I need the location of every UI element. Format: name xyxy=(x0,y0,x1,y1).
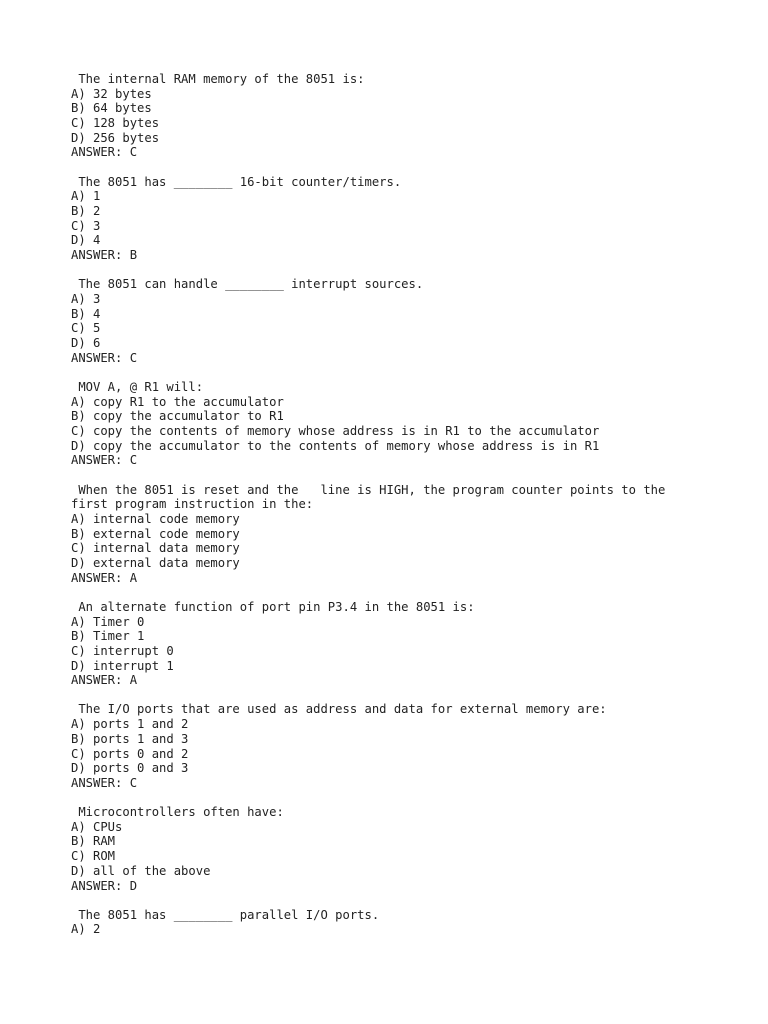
question-block xyxy=(71,380,751,468)
option-a: A) ports 1 and 2 xyxy=(71,717,189,732)
option-c: C) 3 xyxy=(71,218,101,233)
question-text: The internal RAM memory of the 8051 is: xyxy=(71,72,365,86)
option-b: B) ports 1 and 3 xyxy=(71,731,189,746)
option-b: B) 4 xyxy=(71,306,101,321)
option-b: B) 64 bytes xyxy=(71,101,152,116)
option-d: D) 6 xyxy=(71,336,101,350)
question-text: Microcontrollers often have: xyxy=(71,805,284,820)
option-a: A) 3 xyxy=(71,291,101,306)
question-text: MOV A, @ R1 will: xyxy=(71,379,204,394)
option-c: C) internal data memory xyxy=(71,541,240,556)
option-b: B) Timer 1 xyxy=(71,629,145,644)
option-b: B) 2 xyxy=(71,204,101,218)
option-c: C) ROM xyxy=(71,849,116,864)
option-a: A) internal code memory xyxy=(71,511,240,526)
option-a: A) 1 xyxy=(71,189,101,204)
option-b: B) external code memory xyxy=(71,526,240,541)
answer-line: ANSWER: C xyxy=(71,775,138,790)
question-text: The I/O ports that are used as address and data for external memory are: xyxy=(71,702,607,717)
answer-line: ANSWER: C xyxy=(71,350,138,365)
option-d: D) 4 xyxy=(71,233,101,248)
option-c: C) interrupt 0 xyxy=(71,643,174,658)
option-b: B) RAM xyxy=(71,834,116,849)
answer-line: ANSWER: A xyxy=(71,673,138,688)
question-block xyxy=(71,277,751,365)
question-block xyxy=(71,805,751,893)
option-a: A) 2 xyxy=(71,922,101,937)
option-d: D) all of the above xyxy=(71,863,211,878)
question-block xyxy=(71,175,751,263)
option-b: B) copy the accumulator to R1 xyxy=(71,409,284,424)
question-text: An alternate function of port pin P3.4 in the 8051 is: xyxy=(71,599,475,614)
question-block xyxy=(71,702,751,790)
option-a: A) Timer 0 xyxy=(71,614,145,629)
option-d: D) interrupt 1 xyxy=(71,658,174,673)
option-c: C) 128 bytes xyxy=(71,116,160,131)
option-d: D) external data memory xyxy=(71,555,240,570)
answer-line: ANSWER: A xyxy=(71,570,138,585)
option-a: A) copy R1 to the accumulator xyxy=(71,394,284,409)
document-page xyxy=(71,72,751,952)
answer-line: ANSWER: D xyxy=(71,878,138,893)
option-c: C) copy the contents of memory whose address is in R1 to the accumulator xyxy=(71,423,600,438)
question-block xyxy=(71,483,751,586)
question-text: When the 8051 is reset and the line is HIGH, the program counter points to the xyxy=(71,482,666,497)
question-text: The 8051 has ________ 16-bit counter/timers. xyxy=(71,174,402,189)
option-c: C) ports 0 and 2 xyxy=(71,746,189,761)
answer-line: ANSWER: C xyxy=(71,145,138,160)
question-text: The 8051 has ________ parallel I/O ports. xyxy=(71,907,380,922)
option-a: A) CPUs xyxy=(71,819,123,834)
answer-line: ANSWER: B xyxy=(71,248,138,263)
option-d: D) copy the accumulator to the contents of memory whose address is in R1 xyxy=(71,438,600,453)
question-block xyxy=(71,908,751,937)
option-c: C) 5 xyxy=(71,321,101,336)
option-a: A) 32 bytes xyxy=(71,86,152,101)
option-d: D) 256 bytes xyxy=(71,130,160,145)
question-text: The 8051 can handle ________ interrupt sources. xyxy=(71,277,424,292)
answer-line: ANSWER: C xyxy=(71,453,138,468)
question-block xyxy=(71,600,751,688)
question-block xyxy=(71,72,751,160)
question-text-continued: first program instruction in the: xyxy=(71,497,314,512)
option-d: D) ports 0 and 3 xyxy=(71,761,189,776)
